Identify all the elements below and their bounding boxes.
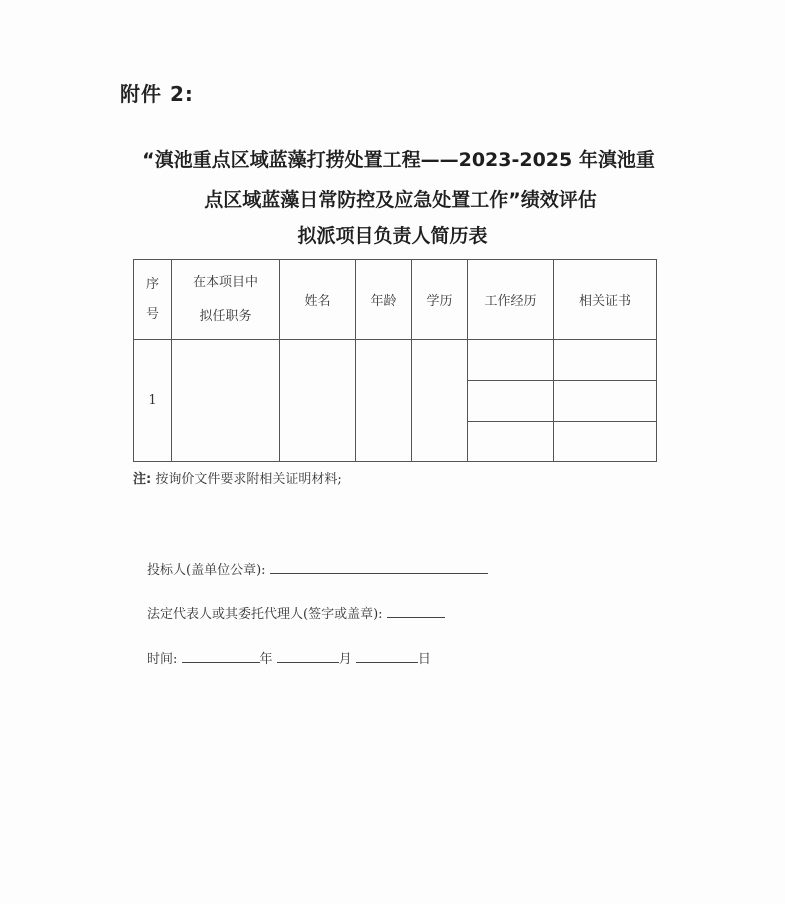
- bidder-blank[interactable]: [270, 561, 488, 574]
- year-label: 年: [259, 652, 273, 667]
- header-age: 年龄: [356, 260, 412, 340]
- cell-certificate-2: [554, 381, 657, 422]
- month-label: 月: [338, 652, 352, 667]
- header-name: 姓名: [280, 260, 356, 340]
- title-line-2: 点区域蓝藻日常防控及应急处置工作”绩效评估: [204, 189, 597, 211]
- header-role-line2: 拟任职务: [199, 308, 252, 324]
- resume-table: [133, 259, 657, 462]
- bidder-label: 投标人(盖单位公章):: [147, 563, 266, 578]
- time-label: 时间:: [147, 652, 178, 667]
- month-blank[interactable]: [277, 650, 339, 663]
- header-experience: 工作经历: [468, 260, 554, 340]
- header-education: 学历: [412, 260, 468, 340]
- header-role: [172, 260, 280, 340]
- representative-signature-line: [147, 603, 445, 622]
- cell-experience-2: [468, 381, 554, 422]
- cell-certificate-1: [554, 340, 657, 381]
- header-certificates: 相关证书: [554, 260, 657, 340]
- cell-education: [412, 340, 468, 462]
- title-line-3: 拟派项目负责人简历表: [297, 225, 488, 247]
- table-note: [133, 468, 342, 487]
- year-blank[interactable]: [182, 650, 260, 663]
- cell-certificate-3: [554, 422, 657, 462]
- cell-experience-1: [468, 340, 554, 381]
- cell-seq: 1: [134, 340, 172, 462]
- bidder-signature-line: [147, 559, 488, 578]
- note-label: 注:: [133, 472, 152, 487]
- day-blank[interactable]: [356, 650, 418, 663]
- table-header-row: [134, 260, 657, 340]
- header-role-line1: 在本项目中: [192, 274, 258, 290]
- representative-label: 法定代表人或其委托代理人(签字或盖章):: [147, 607, 383, 622]
- note-text: 按询价文件要求附相关证明材料;: [155, 472, 342, 487]
- cell-role: [172, 340, 280, 462]
- table-row: [134, 340, 657, 381]
- header-seq-line2: 号: [145, 306, 159, 322]
- cell-experience-3: [468, 422, 554, 462]
- cell-name: [280, 340, 356, 462]
- date-line: [147, 648, 431, 667]
- header-seq: [134, 260, 172, 340]
- representative-blank[interactable]: [387, 605, 445, 618]
- day-label: 日: [417, 652, 431, 667]
- title-line-1: “滇池重点区域蓝藻打捞处置工程——2023-2025 年滇池重: [142, 149, 655, 171]
- cell-age: [356, 340, 412, 462]
- attachment-label: 附件 2:: [120, 82, 194, 106]
- header-seq-line1: 序: [145, 276, 159, 292]
